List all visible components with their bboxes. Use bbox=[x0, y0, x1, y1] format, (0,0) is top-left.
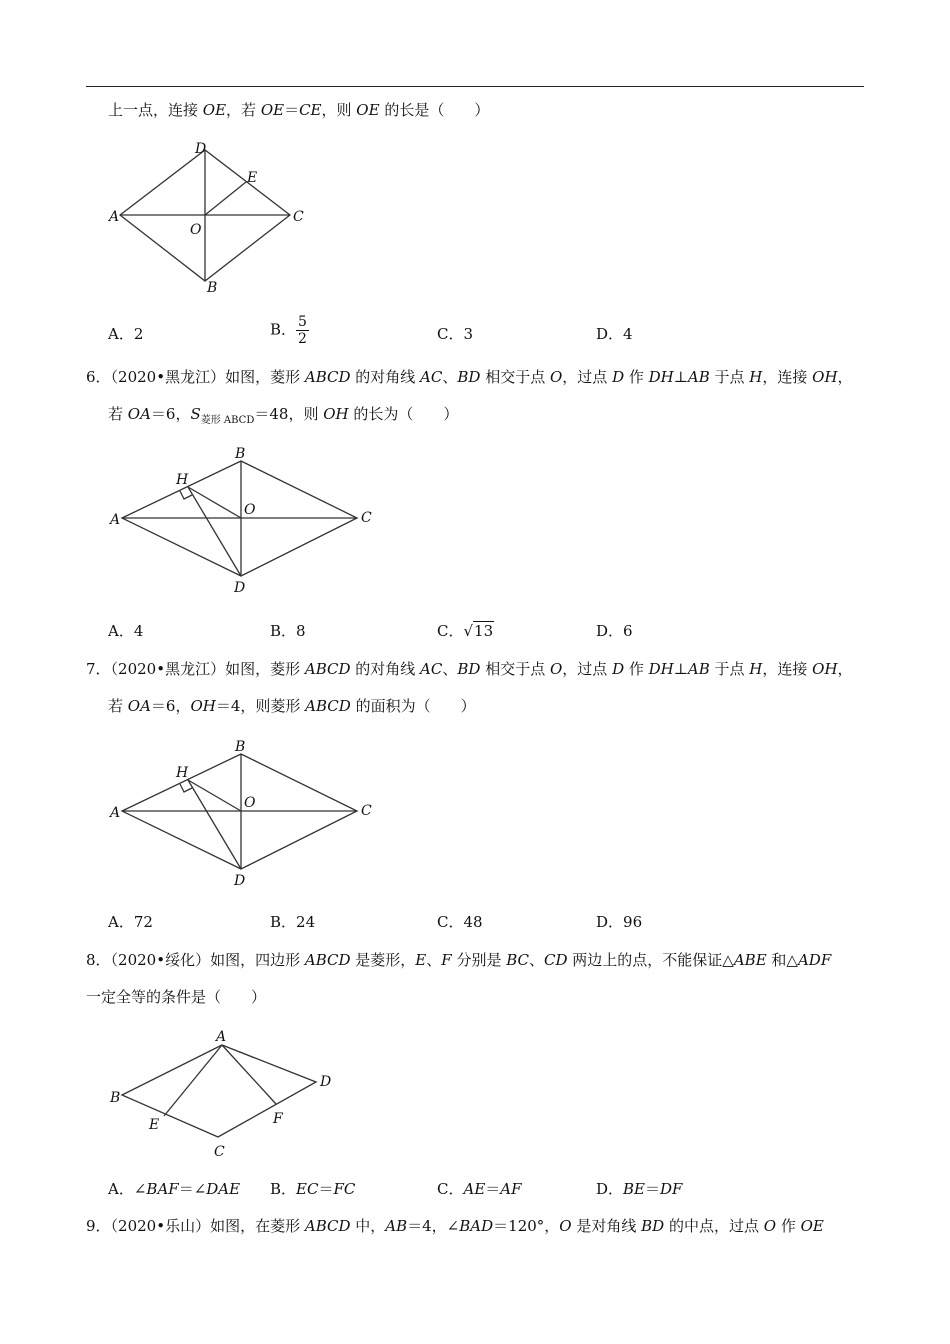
q6-stem-line2: 若 OA＝6，$S_{菱形 ABCD}=48$，则 OH 的长为（ ） bbox=[108, 405, 459, 426]
label-b: B bbox=[235, 446, 246, 462]
right-angle-mark bbox=[180, 784, 192, 792]
q7-stem-line2: 若 OA＝6，OH＝4，则菱形 ABCD 的面积为（ ） bbox=[108, 697, 476, 715]
segment-oh bbox=[188, 780, 241, 811]
q5-option-d[interactable]: D．4 bbox=[596, 325, 633, 343]
segment-oh bbox=[188, 487, 241, 518]
q5-option-c[interactable]: C．3 bbox=[437, 325, 474, 343]
q6-option-b[interactable]: B．8 bbox=[270, 622, 306, 640]
label-a: A bbox=[216, 1029, 227, 1045]
q8-option-d[interactable]: D．BE＝DF bbox=[596, 1180, 683, 1198]
label-c: C bbox=[214, 1144, 225, 1160]
q7-stem-line1: 7．（2020•黑龙江）如图，菱形 ABCD 的对角线 AC、BD 相交于点 O，过点 D 作 DH⊥AB 于点 H，连接 OH， bbox=[86, 660, 853, 678]
square-root: √13 bbox=[463, 622, 494, 640]
q9-stem-line1: 9．（2020•乐山）如图，在菱形 ABCD 中，AB＝4，∠BAD＝120°，O 是对角线 BD 的中点，过点 O 作 OE bbox=[86, 1217, 824, 1235]
q8-option-c[interactable]: C．AE＝AF bbox=[437, 1180, 522, 1198]
q6-stem-line1: 6．（2020•黑龙江）如图，菱形 ABCD 的对角线 AC、BD 相交于点 O，过点 D 作 DH⊥AB 于点 H，连接 OH， bbox=[86, 368, 853, 386]
header-rule bbox=[86, 86, 864, 87]
segment-ae bbox=[164, 1045, 222, 1116]
label-a: A bbox=[109, 209, 120, 225]
q8-option-b[interactable]: B．EC＝FC bbox=[270, 1180, 356, 1198]
segment-oe bbox=[205, 182, 246, 215]
label-d: D bbox=[234, 873, 246, 889]
label-o: O bbox=[244, 795, 256, 811]
q7-option-a[interactable]: A．72 bbox=[108, 913, 153, 931]
label-a: A bbox=[110, 805, 121, 821]
q8-rhombus-figure bbox=[100, 1025, 350, 1160]
label-d: D bbox=[195, 141, 207, 157]
q7-option-d[interactable]: D．96 bbox=[596, 913, 643, 931]
label-c: C bbox=[293, 209, 304, 225]
q7-option-b[interactable]: B．24 bbox=[270, 913, 316, 931]
label-e: E bbox=[149, 1117, 160, 1133]
label-o: O bbox=[190, 222, 202, 238]
q5-option-b[interactable]: B． $\frac{5}{2}$ bbox=[270, 314, 307, 347]
segment-af bbox=[222, 1045, 276, 1104]
label-b: B bbox=[207, 280, 218, 296]
q6-option-c[interactable]: C．√13 bbox=[437, 622, 494, 640]
q5-option-a[interactable]: A．2 bbox=[108, 325, 144, 343]
label-o: O bbox=[244, 502, 256, 518]
q8-stem-line2: 一定全等的条件是（ ） bbox=[86, 988, 267, 1006]
label-b: B bbox=[110, 1090, 121, 1106]
label-e: E bbox=[247, 170, 258, 186]
q8-option-a[interactable]: A．∠BAF＝∠DAE bbox=[108, 1180, 241, 1198]
label-f: F bbox=[273, 1111, 283, 1127]
q7-option-c[interactable]: C．48 bbox=[437, 913, 483, 931]
q8-stem-line1: 8．（2020•绥化）如图，四边形 ABCD 是菱形，E、F 分别是 BC、CD 两边上的点，不能保证△ABE 和△ADF bbox=[86, 951, 832, 969]
q5-stem-line: 上一点，连接 OE，若 OE＝CE，则 OE 的长是（ ） bbox=[108, 101, 490, 119]
label-a: A bbox=[110, 512, 121, 528]
label-d: D bbox=[234, 580, 246, 596]
label-h: H bbox=[176, 765, 189, 781]
label-d: D bbox=[320, 1074, 332, 1090]
q6-option-a[interactable]: A．4 bbox=[108, 622, 144, 640]
fraction: $\frac{5}{2}$ bbox=[298, 314, 307, 347]
q6-option-d[interactable]: D．6 bbox=[596, 622, 633, 640]
q7-rhombus-figure bbox=[100, 733, 390, 893]
label-b: B bbox=[235, 739, 246, 755]
q5-rhombus-figure bbox=[100, 135, 340, 300]
q6-rhombus-figure bbox=[100, 440, 390, 600]
label-c: C bbox=[361, 803, 372, 819]
label-c: C bbox=[361, 510, 372, 526]
right-angle-mark bbox=[180, 491, 192, 499]
label-h: H bbox=[176, 472, 189, 488]
